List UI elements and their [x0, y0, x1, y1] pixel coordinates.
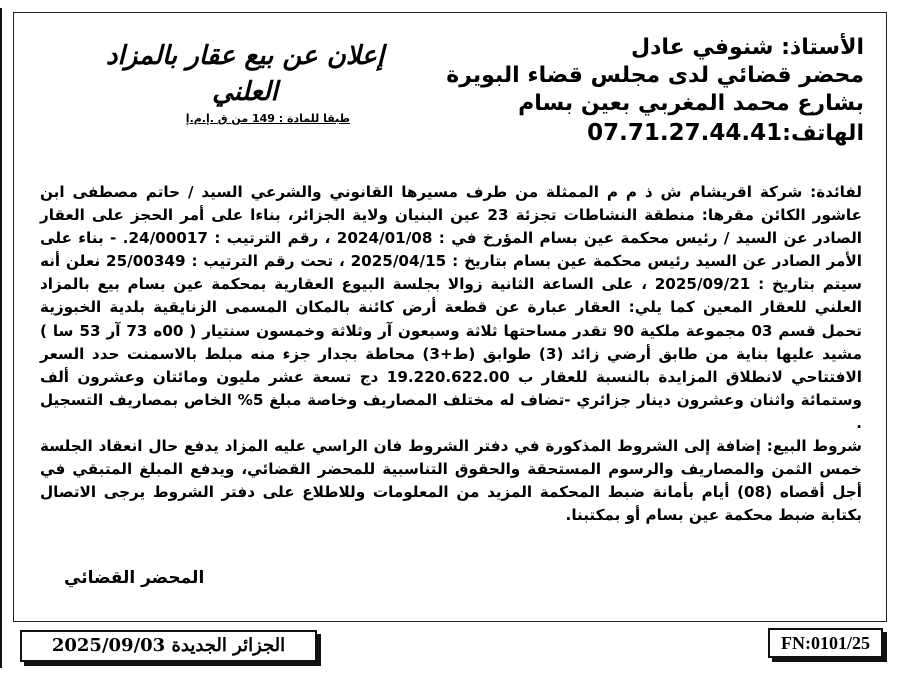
notice-title: إعلان عن بيع عقار بالمزاد العلني: [105, 41, 385, 107]
notice-heading: [70, 38, 420, 125]
file-number: FN:0101/25: [781, 633, 870, 653]
law-reference: طبقا للمادة : 149 من ق .إ.م.إ: [185, 112, 350, 125]
file-number-box: [768, 628, 883, 658]
bailiff-name: الأستاذ: شنوفي عادل: [631, 35, 864, 60]
bailiff-title: محضر قضائي لدى مجلس قضاء البويرة: [446, 63, 864, 88]
newspaper-box: [20, 630, 317, 662]
bailiff-header: [444, 34, 864, 149]
signature: المحضر القضائي: [64, 568, 205, 588]
phone-line: [444, 118, 864, 149]
notice-paragraph-main: لفائدة: شركة اقريشام ش ذ م م الممثلة من طرف مسيرها القانوني والشرعي السيد / حاتم مصطفى ابن عاشور الكائن مقرها: منطقة النشاطات تجزئة 23 عين البنيان ولاية الجزائر، بناءا على أمر الحجز على العقار الصادر عن السيد / رئيس محكمة عين بسام المؤرخ في : 2024/01/08 ، رقم الترتيب : 24/00017. - بناء على الأمر الصادر عن السيد رئيس محكمة عين بسام بتاريخ : 2025/04/15 ، تحت رقم الترتيب : 25/00349 نعلن أنه سيتم بتاريخ : 2025/09/21 ، على الساعة الثانية زوالا بجلسة البيوع العقارية بمحكمة عين بسام بيع بالمزاد العلني للعقار المعين كما يلي: العقار عبارة عن قطعة أرض كائنة بالمكان المسمى الزنايقية بلدية الخبوزية تحمل قسم 03 مجموعة ملكية 90 تقدر مساحتها ثلاثة وسبعون آر وثلاثة وخمسون سنتيار ( 00ه 73 آر 53 سا ) مشيد عليها بناية من طابق أرضي زائد (3) طوابق (ط+3) محاطة بجدار جزء منه مبلط بالاسمنت حدد السعر الافتتاحي لانطلاق المزايدة بالنسبة للعقار ب 19.220.622.00 دج تسعة عشر مليون ومائتان وعشرون ألف وستمائة واثنان وعشرون دينار جزائري -تضاف له مختلف المصاريف وخاصة مبلغ 5% الخاص بمصاريف التسجيل .: [40, 183, 863, 432]
notice-body: [40, 181, 862, 527]
bailiff-address: بشارع محمد المغربي بعين بسام: [518, 91, 864, 116]
newspaper-name: الجزائر الجديدة: [171, 635, 286, 656]
phone-number: 07.71.27.44.41: [587, 120, 783, 146]
page-edge-line: [0, 8, 2, 668]
phone-label: الهاتف:: [782, 121, 864, 146]
notice-paragraph-conditions: شروط البيع: إضافة إلى الشروط المذكورة في دفتر الشروط فان الراسي عليه المزاد يدفع حال انعقاد الجلسة خمس الثمن والمصاريف والرسوم المستحقة والحقوق التناسبية للمحضر القضائي، ويدفع المبلغ المتبقي في أجل أقصاه (08) أيام بأمانة ضبط المحكمة المزيد من المعلومات وللاطلاع على دفتر الشروط يرجى الاتصال بكتابة ضبط محكمة عين بسام أو بمكتبنا.: [40, 437, 862, 525]
publication-date: 2025/09/03: [51, 635, 166, 656]
